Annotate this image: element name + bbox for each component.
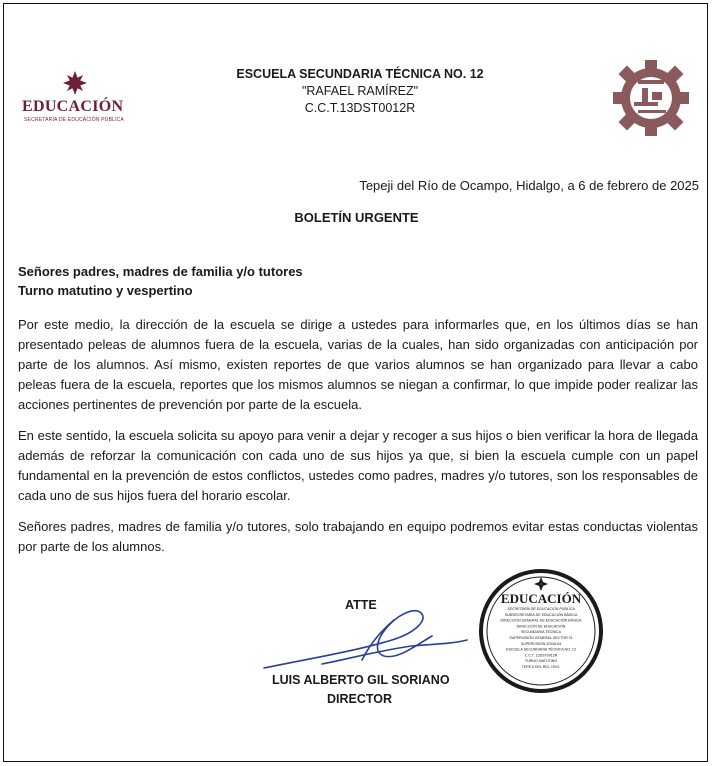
school-name: ESCUELA SECUNDARIA TÉCNICA NO. 12	[236, 67, 484, 81]
director-signature	[262, 600, 472, 680]
sep-subtitle: SECRETARÍA DE EDUCACIÓN PÚBLICA	[24, 117, 125, 123]
official-stamp	[478, 568, 604, 694]
stamp-line: C.C.T. 13DST0012R	[524, 653, 558, 658]
school-alias: "RAFAEL RAMÍREZ"	[301, 84, 419, 98]
school-gear-logo	[612, 58, 690, 138]
stamp-line: SUBSECRETARÍA DE EDUCACIÓN BÁSICA	[504, 612, 578, 617]
stamp-line: TURNO MATUTINO	[524, 659, 558, 664]
closing-atte: ATTE	[345, 598, 377, 612]
school-header	[200, 66, 520, 117]
stamp-line: DIRECCIÓN GENERAL DE EDUCACIÓN BÁSICA	[500, 618, 582, 623]
paragraph-2: En este sentido, la escuela solicita su apoyo para venir a dejar y recoger a sus hijos o bien verificar la hora de llegada además de reforzar la comunicación con cada uno de sus hijos ya que, si bien la escuela cumple con un papel fundamental en la prevención de estos conflictos, ustedes como padres, madres y/o tutores, son los responsables de cada uno de sus hijos fuera del horario escolar.	[18, 428, 698, 503]
date-line: Tepeji del Río de Ocampo, Hidalgo, a 6 de febrero de 2025	[359, 178, 699, 193]
stamp-line: SECRETARÍA DE EDUCACIÓN PÚBLICA	[507, 607, 575, 611]
sep-wordmark: EDUCACIÓN	[22, 98, 124, 115]
director-role: DIRECTOR	[327, 692, 393, 706]
greeting-line-1: Señores padres, madres de familia y/o tutores	[18, 264, 303, 279]
stamp-line: ESCUELA SECUNDARIA TÉCNICA NO. 12	[506, 647, 576, 652]
greeting-line-2: Turno matutino y vespertino	[18, 283, 193, 298]
paragraph-1: Por este medio, la dirección de la escuela se dirige a ustedes para informarles que, en los últimos días se han presentado peleas de alumnos fuera de la escuela, varias de la cuales, han sido organizadas con anticipación por parte de los alumnos. Así mismo, existen reportes de que varios alumnos se han organizado para llevar a cabo peleas fuera de la escuela, reportes que los mismos alumnos se niegan a confirmar, lo que impide poder realizar las acciones pertinentes de prevención por parte de la escuela.	[18, 317, 698, 412]
stamp-line: SUPERVISIÓN GENERAL SECTOR 01	[509, 636, 573, 640]
stamp-line: DIRECCIÓN DE EDUCACIÓN	[516, 624, 566, 629]
flower-emblem-icon	[62, 70, 88, 96]
gear-school-emblem-icon	[612, 58, 690, 138]
bulletin-title: BOLETÍN URGENTE	[294, 210, 419, 225]
stamp-line: TEPEJI DEL RÍO, HGO.	[521, 665, 561, 669]
sep-education-logo	[22, 70, 132, 126]
school-cct: C.C.T.13DST0012R	[304, 101, 416, 115]
paragraph-3: Señores padres, madres de familia y/o tutores, solo trabajando en equipo podremos evitar estas conductas violentas por parte de los alumnos.	[18, 519, 698, 554]
stamp-line: SECUNDARIA TÉCNICA	[520, 630, 562, 635]
director-name: LUIS ALBERTO GIL SORIANO	[272, 673, 450, 687]
stamp-wordmark: EDUCACIÓN	[500, 591, 582, 606]
stamp-line: SUPERVISIÓN ZONA 04	[520, 641, 562, 646]
greeting	[18, 262, 303, 300]
